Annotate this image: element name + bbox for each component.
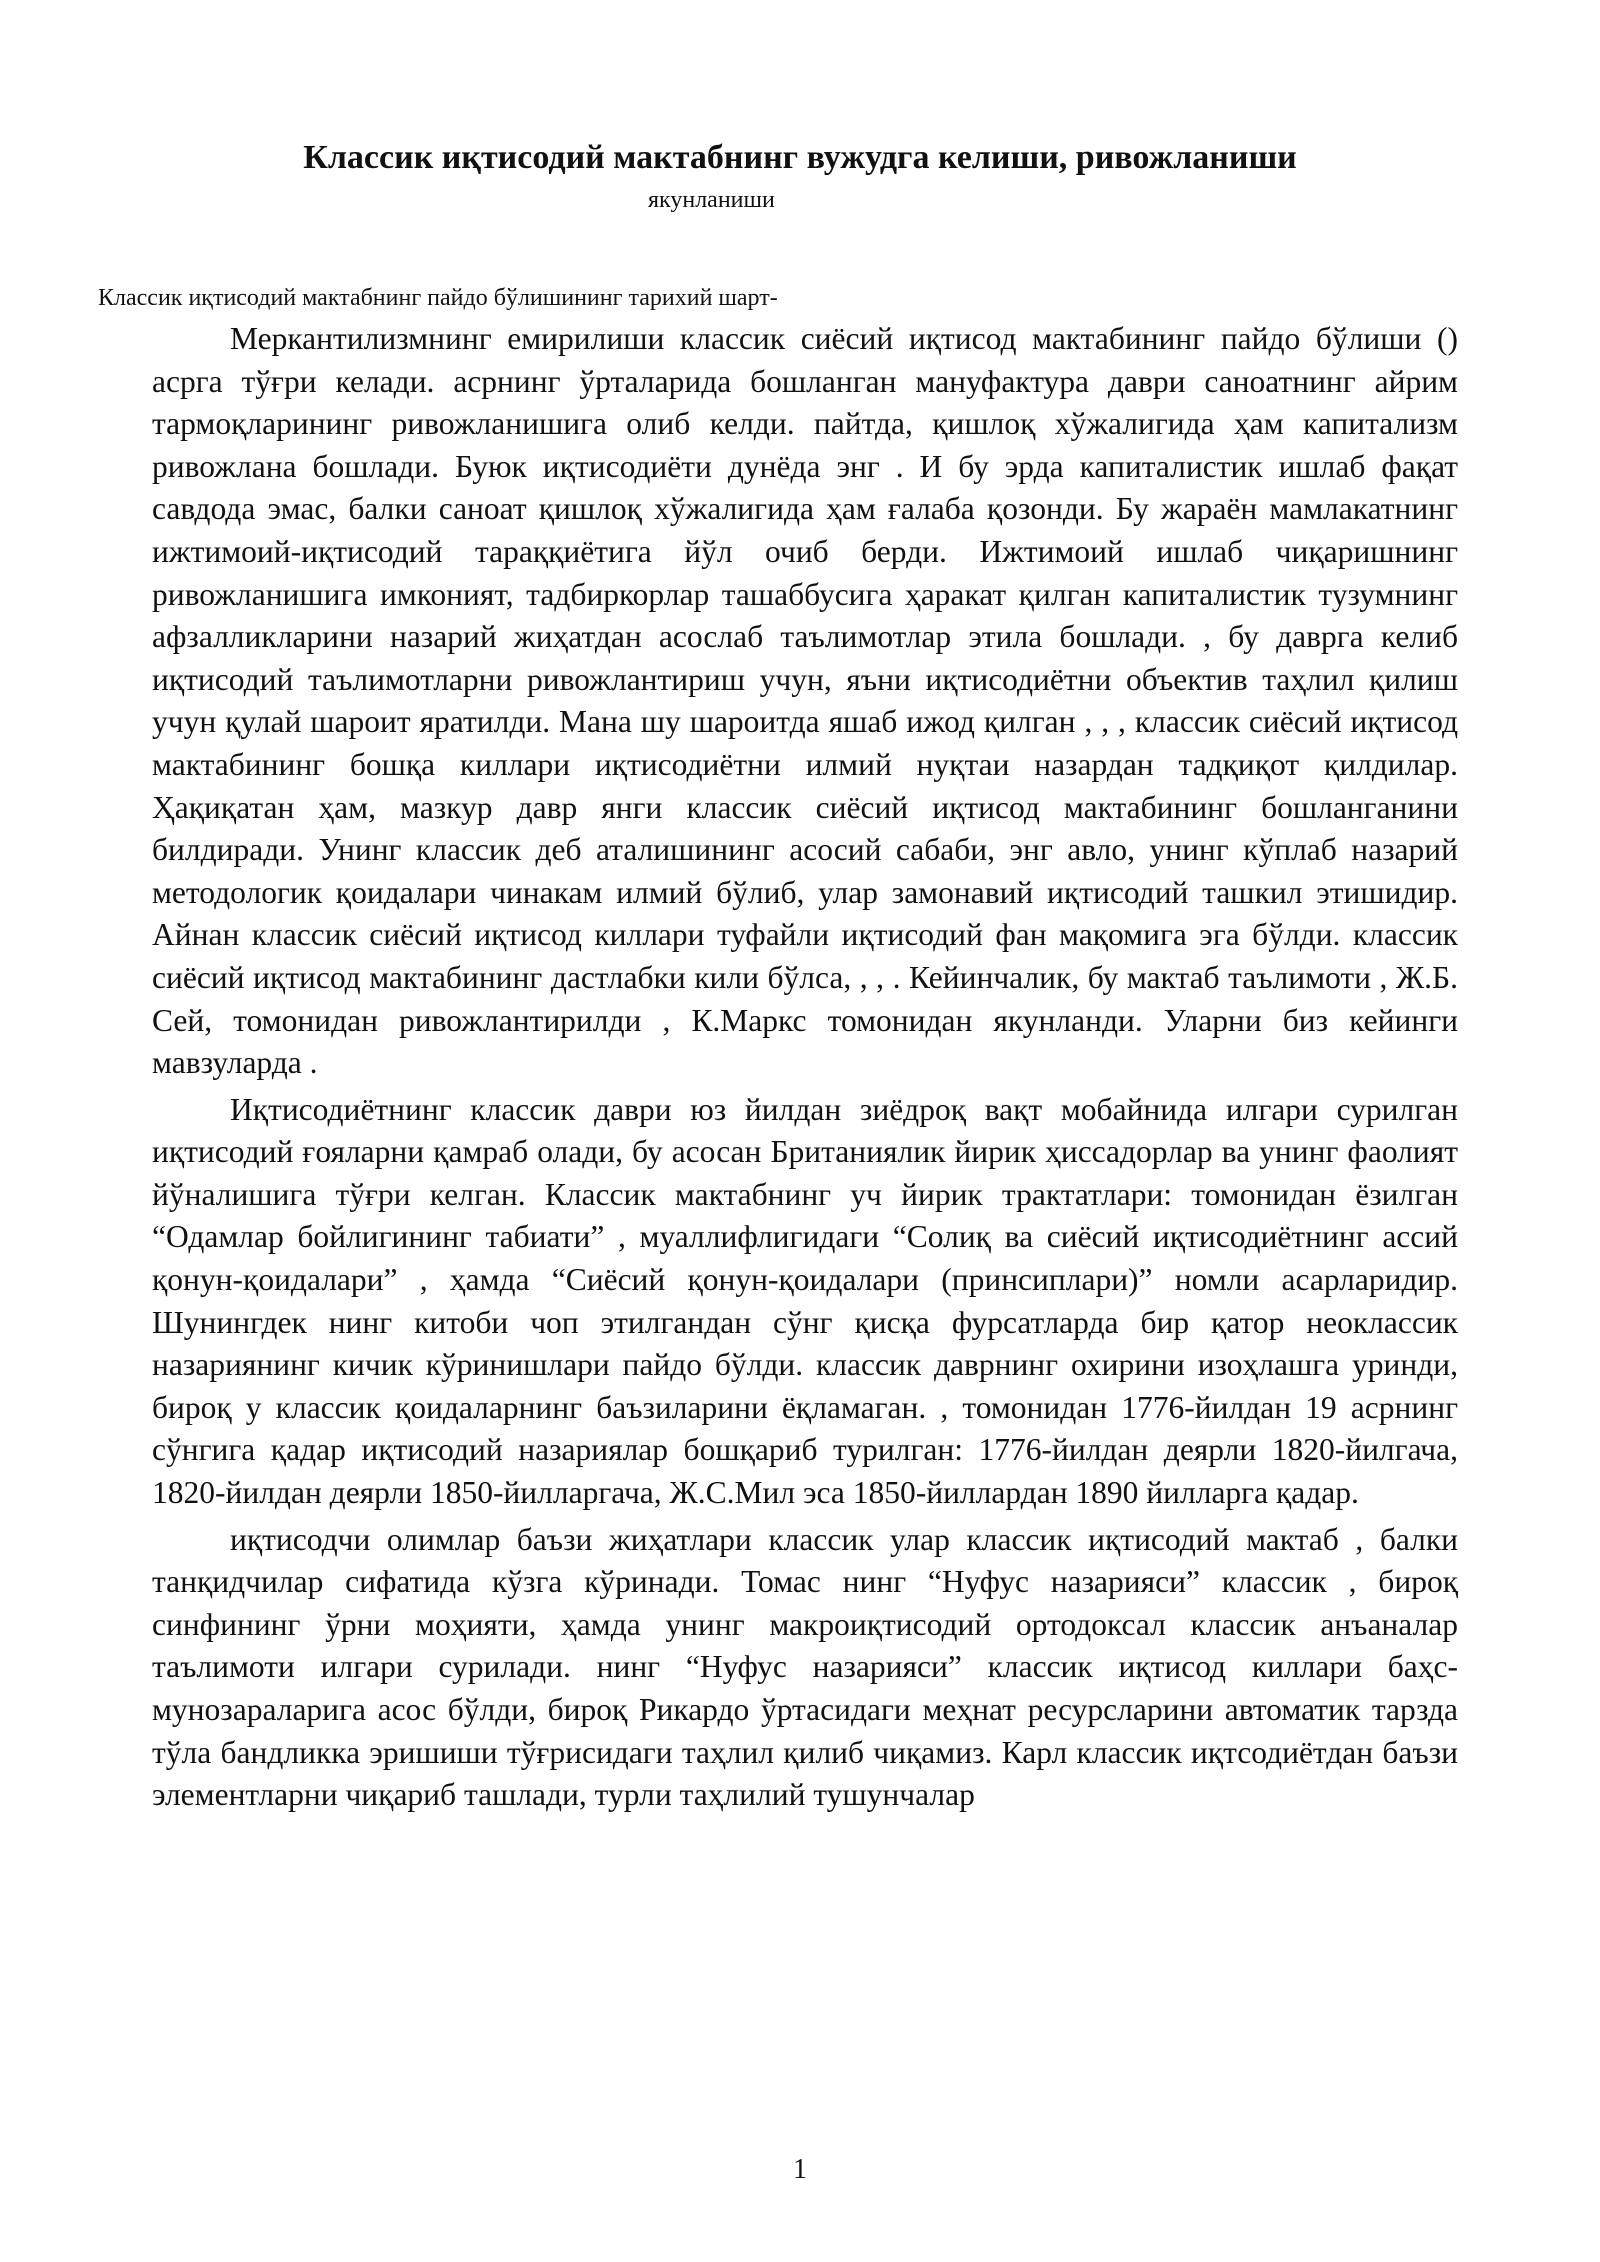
section-heading: Классик иқтисодий мактабнинг пайдо бўлишининг тарихий шарт-: [98, 285, 778, 311]
paragraph-3: иқтисодчи олимлар баъзи жиҳатлари классик улар классик иқтисодий мактаб , балки танқидчилар сифатида кўзга кўринади. Томас нинг “Нуфус назарияси” классик , бироқ синфининг ўрни моҳияти, ҳамда унинг макроиқтисодий ортодоксал классик анъаналар таълимоти илгари сурилади. нинг “Нуфус назарияси” классик иқтисод киллари баҳс- мунозараларига асос бўлди, бироқ Рикардо ўртасидаги меҳнат ресурсларини автоматик тарзда тўла бандликка эришиши тўғрисидаги таҳлил қилиб чиқамиз. Карл классик иқтсодиётдан баъзи элементларни чиқариб ташлади, турли таҳлилий тушунчалар: [152, 1521, 1458, 1813]
page-number: 1: [793, 2154, 807, 2185]
paragraph-1: Меркантилизмнинг емирилиши классик сиёсий иқтисод мактабининг пайдо бўлиши () асрга тўғри келади. асрнинг ўрталарида бошланган мануфактура даври саноатнинг айрим тармоқларининг ривожланишига олиб келди. пайтда, қишлоқ хўжалигида ҳам капитализм ривожлана бошлади. Буюк иқтисодиёти дунёда энг . И бу эрда капиталистик ишлаб фақат савдода эмас, балки саноат қишлоқ хўжалигида ҳам ғалаба қозонди. Бу жараён мамлакатнинг ижтимоий-иқтисодий тараққиётига йўл очиб берди. Ижтимоий ишлаб чиқаришнинг ривожланишига имконият, тадбиркорлар ташаббусига ҳаракат қилган капиталистик тузумнинг афзалликларини назарий жиҳатдан асослаб таълимотлар этила бошлади. , бу даврга келиб иқтисодий таълимотларни ривожлантириш учун, яъни иқтисодиётни объектив таҳлил қилиш учун қулай шароит яратилди. Мана шу шароитда яшаб ижод қилган , , , классик сиёсий иқтисод мактабининг бошқа киллари иқтисодиётни илмий нуқтаи назардан тадқиқот қилдилар. Ҳақиқатан ҳам, мазкур давр янги классик сиёсий иқтисод мактабининг бошланганини билдиради. Унинг классик деб аталишининг асосий сабаби, энг авло, унинг кўплаб назарий методологик қоидалари чинакам илмий бўлиб, улар замонавий иқтисодий ташкил этишидир. Айнан классик сиёсий иқтисод киллари туфайли иқтисодий фан мақомига эга бўлди. классик сиёсий иқтисод мактабининг дастлабки кили бўлса, , , . Кейинчалик, бу мактаб таълимоти , Ж.Б. Сей, томонидан ривожлантирилди , К.Маркс томонидан якунланди. Уларни биз кейинги мавзуларда .: [152, 321, 1458, 1081]
document-title: Классик иқтисодий мактабнинг вужудга келиши, ривожланиши: [303, 139, 1297, 176]
document-subtitle: якунланиши: [648, 187, 775, 213]
body-text: [152, 318, 1458, 1817]
paragraph-2: Иқтисодиётнинг классик даври юз йилдан зиёдроқ вақт мобайнида илгари сурилган иқтисодий ғояларни қамраб олади, бу асосан Британиялик йирик ҳиссадорлар ва унинг фаолият йўналишига тўғри келган. Классик мактабнинг уч йирик трактатлари: томонидан ёзилган “Одамлар бойлигининг табиати” , муаллифлигидаги “Солиқ ва сиёсий иқтисодиётнинг ассий қонун-қоидалари” , ҳамда “Сиёсий қонун-қоидалари (принсиплари)” номли асарларидир. Шунингдек нинг китоби чоп этилгандан сўнг қисқа фурсатларда бир қатор неоклассик назариянинг кичик кўринишлари пайдо бўлди. классик даврнинг охирини изоҳлашга уринди, бироқ у классик қоидаларнинг баъзиларини ёқламаган. , томонидан 1776-йилдан 19 асрнинг сўнгига қадар иқтисодий назариялар бошқариб турилган: 1776-йилдан деярли 1820-йилгача, 1820-йилдан деярли 1850-йилларгача, Ж.С.Мил эса 1850-йиллардан 1890 йилларга қадар.: [152, 1091, 1458, 1511]
